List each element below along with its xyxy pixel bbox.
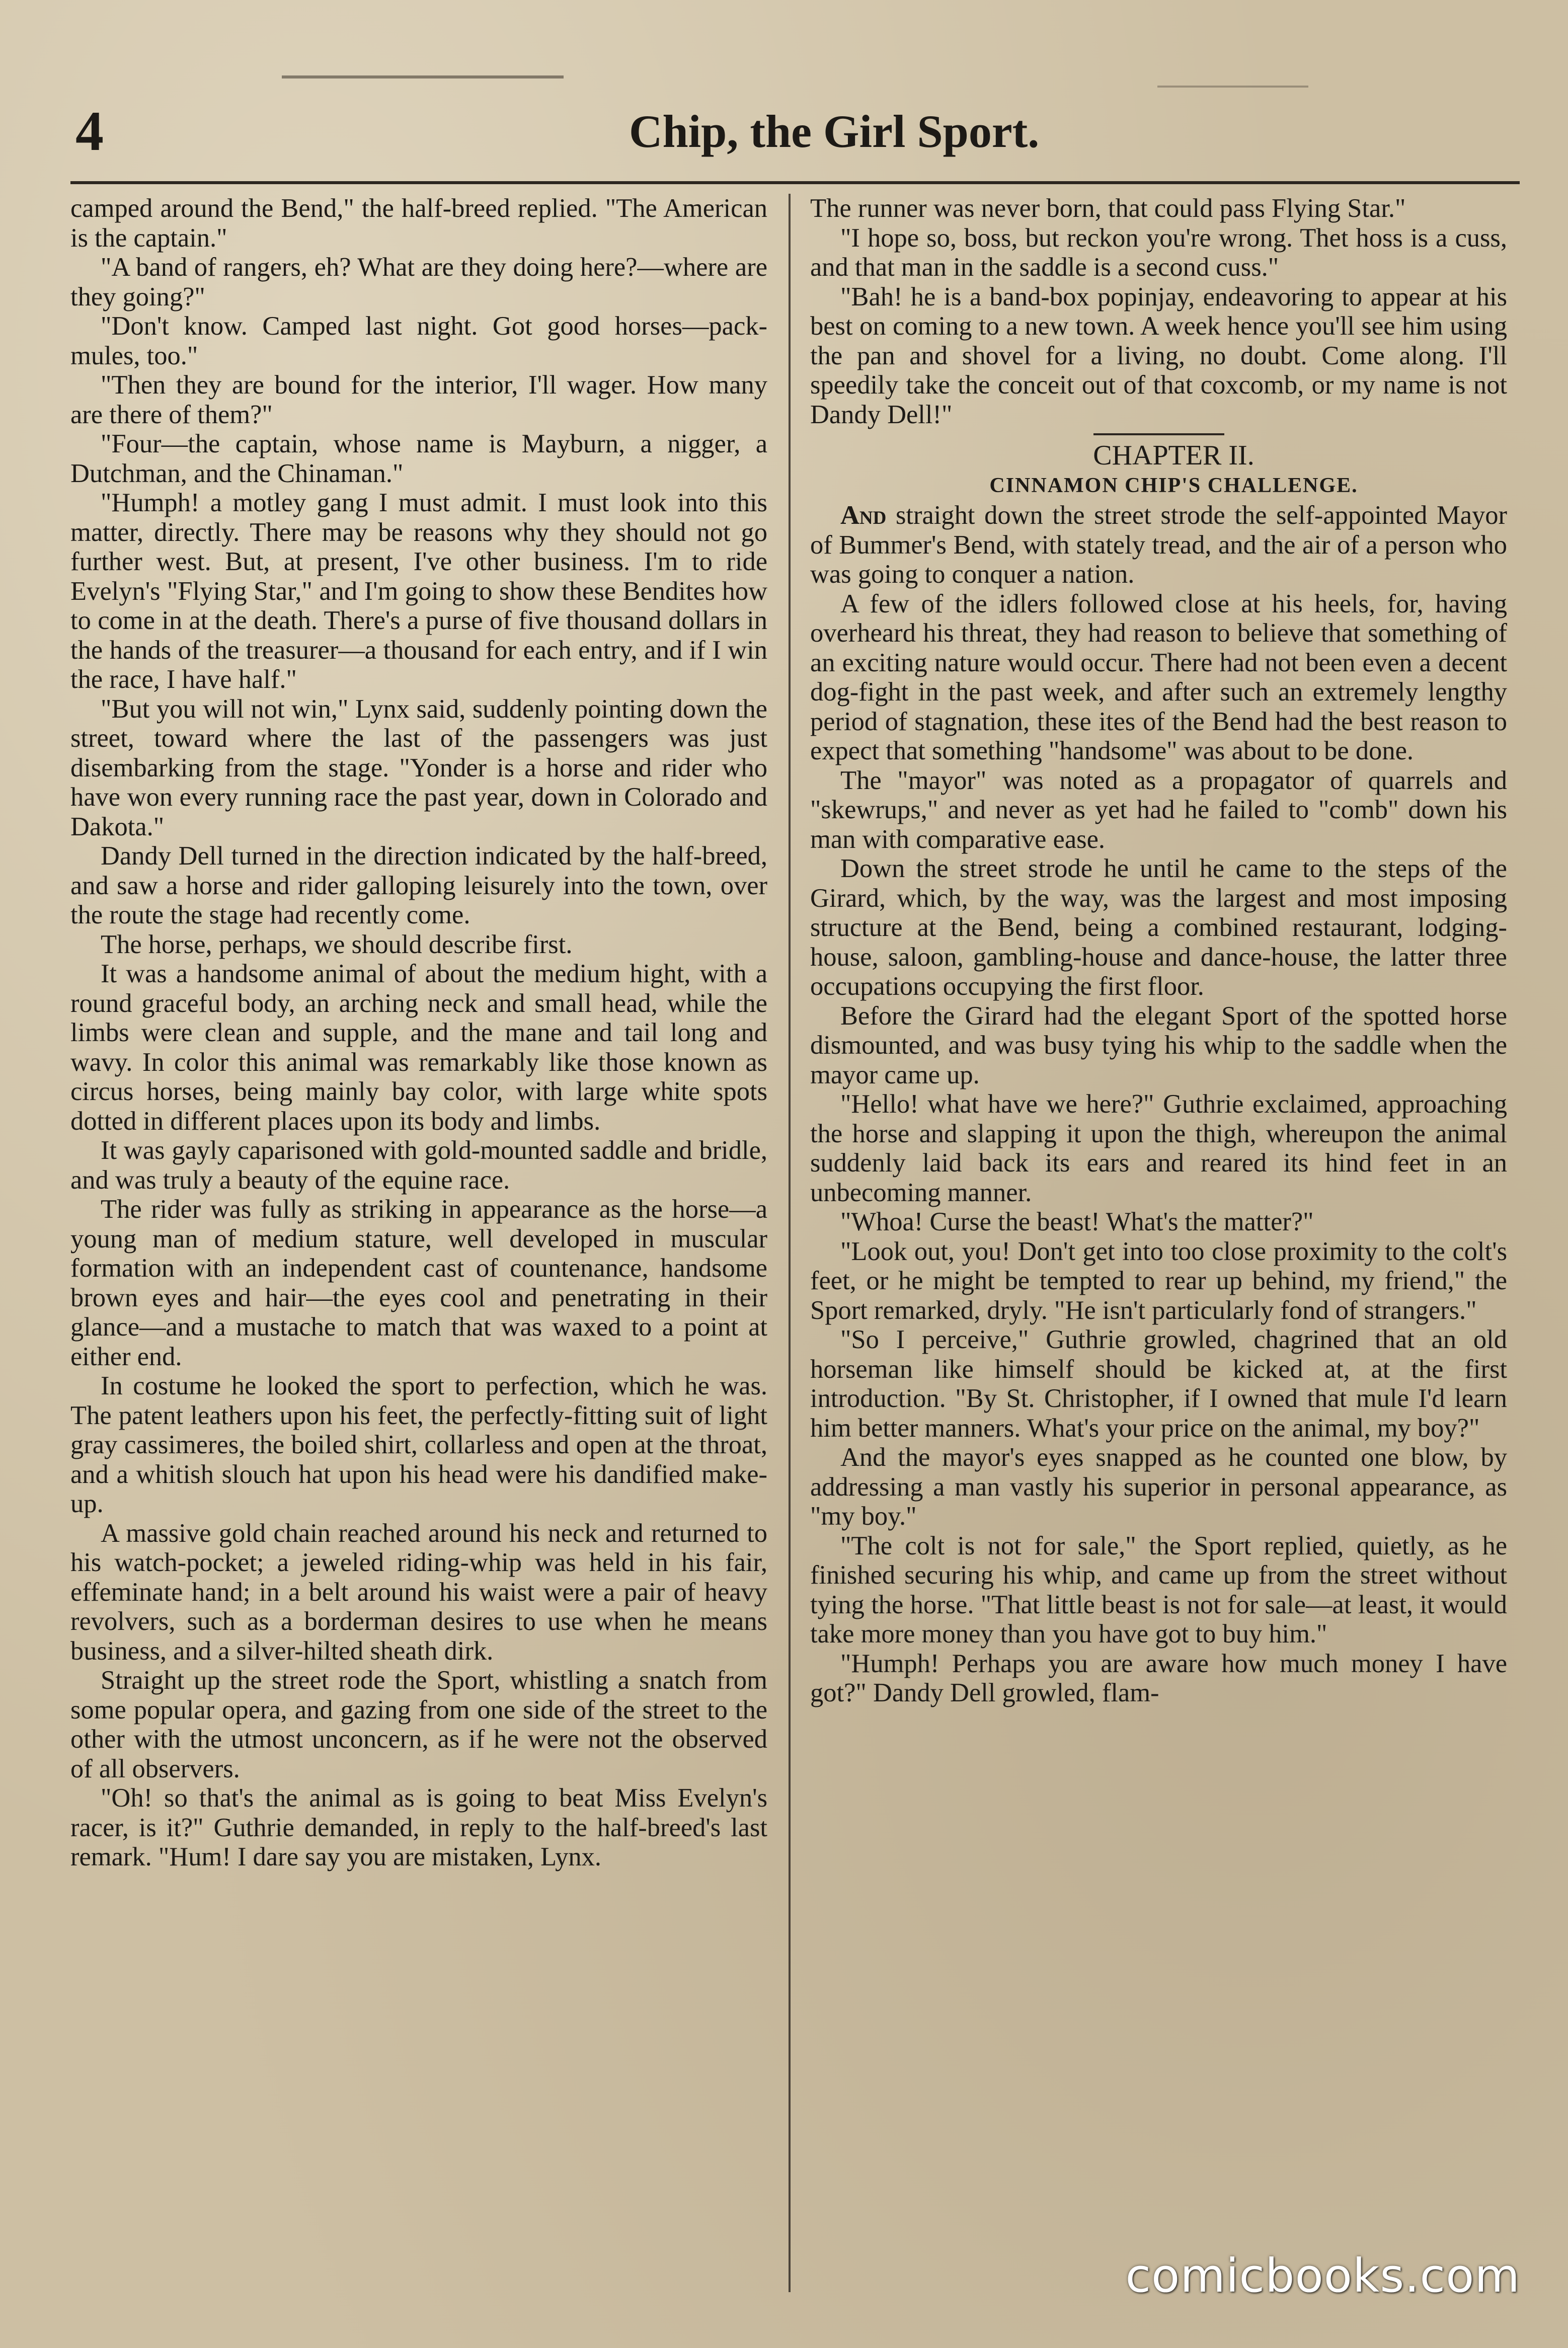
paragraph: It was gayly caparisoned with gold-mounted saddle and bridle, and was truly a beauty of the equine race. bbox=[70, 1136, 767, 1195]
paragraph: "The colt is not for sale," the Sport replied, quietly, as he finished securing his whip, and came up from the street without tying the horse. "That little beast is not for sale—at least, it would take more money than you have got to buy him." bbox=[810, 1531, 1507, 1649]
paragraph: The rider was fully as striking in appearance as the horse—a young man of medium stature, well developed in muscular formation with an independent cast of countenance, handsome brown eyes and hair—the eyes cool and penetrating in their glance—and a mustache to match that was waxed to a point at either end. bbox=[70, 1195, 767, 1371]
paragraph: A massive gold chain reached around his neck and returned to his watch-pocket; a jeweled riding-whip was held in his fair, effeminate hand; in a belt around his waist were a pair of heavy revolvers, such as a borderman desires to use when he means business, and a silver-hilted sheath dirk. bbox=[70, 1518, 767, 1666]
paragraph: The horse, perhaps, we should describe first. bbox=[101, 929, 573, 959]
paragraph: "Oh! so that's the animal as is going to beat Miss Evelyn's racer, is it?" Guthrie demanded, in reply to the half-breed's last remark. "Hum! I dare say you are mistaken, Lynx. bbox=[70, 1783, 767, 1871]
paragraph: Straight up the street rode the Sport, whistling a snatch from some popular opera, and gazing from one side of the street to the other with the utmost unconcern, as if he were not the observed of all observers. bbox=[70, 1666, 767, 1783]
paragraph: It was a handsome animal of about the medium hight, with a round graceful body, an arching neck and small head, while the limbs were clean and supple, and the mane and tail long and wavy. In color this animal was remarkably like those known as circus horses, being mainly bay color, with large white spots dotted in different places upon its body and limbs. bbox=[70, 959, 767, 1136]
chapter-rule bbox=[1093, 433, 1224, 435]
paragraph: The "mayor" was noted as a propagator of quarrels and "skewrups," and never as yet had he failed to "comb" down his man with comparative ease. bbox=[810, 765, 1507, 854]
paragraph: "Don't know. Camped last night. Got good horses—pack-mules, too." bbox=[70, 311, 767, 370]
page-number: 4 bbox=[75, 100, 104, 163]
opening-text: straight down the street strode the self-appointed Mayor of Bummer's Bend, with stately tread, and the air of a person who was going to conquer a nation. bbox=[810, 501, 1507, 589]
paragraph: camped around the Bend," the half-breed replied. "The American is the captain." bbox=[70, 194, 767, 253]
ink-smudge bbox=[1157, 86, 1308, 88]
drop-word: And bbox=[840, 501, 887, 530]
right-column bbox=[810, 194, 1507, 2292]
paragraph: "So I perceive," Guthrie growled, chagrined that an old horseman like himself should be kicked at, at the first introduction. "By St. Christopher, if I owned that mule I'd learn him better manners. What's your price on the animal, my boy?" bbox=[810, 1325, 1507, 1443]
left-column bbox=[70, 194, 767, 2292]
header-rule bbox=[70, 181, 1520, 184]
paragraph: Before the Girard had the elegant Sport of the spotted horse dismounted, and was busy tying his whip to the saddle when the mayor came up. bbox=[810, 1001, 1507, 1089]
paragraph: "A band of rangers, eh? What are they doing here?—where are they going?" bbox=[70, 253, 767, 311]
paragraph: Dandy Dell turned in the direction indicated by the half-breed, and saw a horse and rider galloping leisurely into the town, over the route the stage had recently come. bbox=[70, 841, 767, 929]
paragraph: "Four—the captain, whose name is Mayburn, a nigger, a Dutchman, and the Chinaman." bbox=[70, 429, 767, 488]
paragraph: The runner was never born, that could pass Flying Star." bbox=[810, 194, 1406, 223]
paragraph: "Humph! Perhaps you are aware how much money I have got?" Dandy Dell growled, flam- bbox=[810, 1649, 1507, 1707]
ink-smudge bbox=[282, 75, 564, 79]
paragraph: In costume he looked the sport to perfection, which he was. The patent leathers upon his feet, the perfectly-fitting suit of light gray cassimeres, the boiled shirt, collarless and open at the throat, and a whitish slouch hat upon his head were his dandified make-up. bbox=[70, 1371, 767, 1518]
paragraph: "Look out, you! Don't get into too close proximity to the colt's feet, or he might be tempted to rear up behind, my friend," the Sport remarked, dryly. "He isn't particularly fond of strangers." bbox=[810, 1236, 1507, 1325]
paragraph: "I hope so, boss, but reckon you're wrong. Thet hoss is a cuss, and that man in the saddle is a second cuss." bbox=[810, 223, 1507, 282]
paragraph: "Whoa! Curse the beast! What's the matter?" bbox=[840, 1207, 1314, 1236]
paragraph: "Humph! a motley gang I must admit. I must look into this matter, directly. There may be reasons why they should not go further west. But, at present, I've other business. I'm to ride Evelyn's "Flying Star," and I'm going to show these Bendites how to come in at the death. There's a purse of five thousand dollars in the hands of the treasurer—a thousand for each entry, and if I win the race, I have half." bbox=[70, 488, 767, 694]
paragraph: "Bah! he is a band-box popinjay, endeavoring to appear at his best on coming to a new town. A week hence you'll see him using the pan and shovel for a living, no doubt. Come along. I'll speedily take the conceit out of that coxcomb, or my name is not Dandy Dell!" bbox=[810, 282, 1507, 429]
chapter-opening-paragraph bbox=[810, 501, 1507, 589]
paragraph: A few of the idlers followed close at his heels, for, having overheard his threat, they had reason to believe that something of an exciting nature would occur. There had not been even a decent dog-fight in the past week, and after such an extremely lengthy period of stagnation, these ites of the Bend had the best reason to expect that something "handsome" was about to be done. bbox=[810, 589, 1507, 765]
paragraph: And the mayor's eyes snapped as he counted one blow, by addressing a man vastly his superior in personal appearance, as "my boy." bbox=[810, 1443, 1507, 1531]
chapter-heading: CHAPTER II. bbox=[1093, 440, 1255, 471]
paragraph: "Hello! what have we here?" Guthrie exclaimed, approaching the horse and slapping it upon the thigh, whereupon the animal suddenly laid back its ears and reared its hind feet in an unbecoming manner. bbox=[810, 1089, 1507, 1207]
paragraph: "But you will not win," Lynx said, suddenly pointing down the street, toward where the last of the passengers was just disembarking from the stage. "Yonder is a horse and rider who have won every running race the past year, down in Colorado and Dakota." bbox=[70, 694, 767, 841]
chapter-subtitle: CINNAMON CHIP'S CHALLENGE. bbox=[989, 474, 1358, 497]
column-divider bbox=[789, 194, 791, 2292]
watermark: comicbooks.com bbox=[1125, 2249, 1520, 2303]
running-title: Chip, the Girl Sport. bbox=[629, 106, 1040, 157]
paragraph: "Then they are bound for the interior, I'll wager. How many are there of them?" bbox=[70, 370, 767, 429]
paragraph: Down the street strode he until he came to the steps of the Girard, which, by the way, was the largest and most imposing structure at the Bend, being a combined restaurant, lodging-house, saloon, gambling-house and dance-house, the latter three occupations occupying the first floor. bbox=[810, 854, 1507, 1001]
